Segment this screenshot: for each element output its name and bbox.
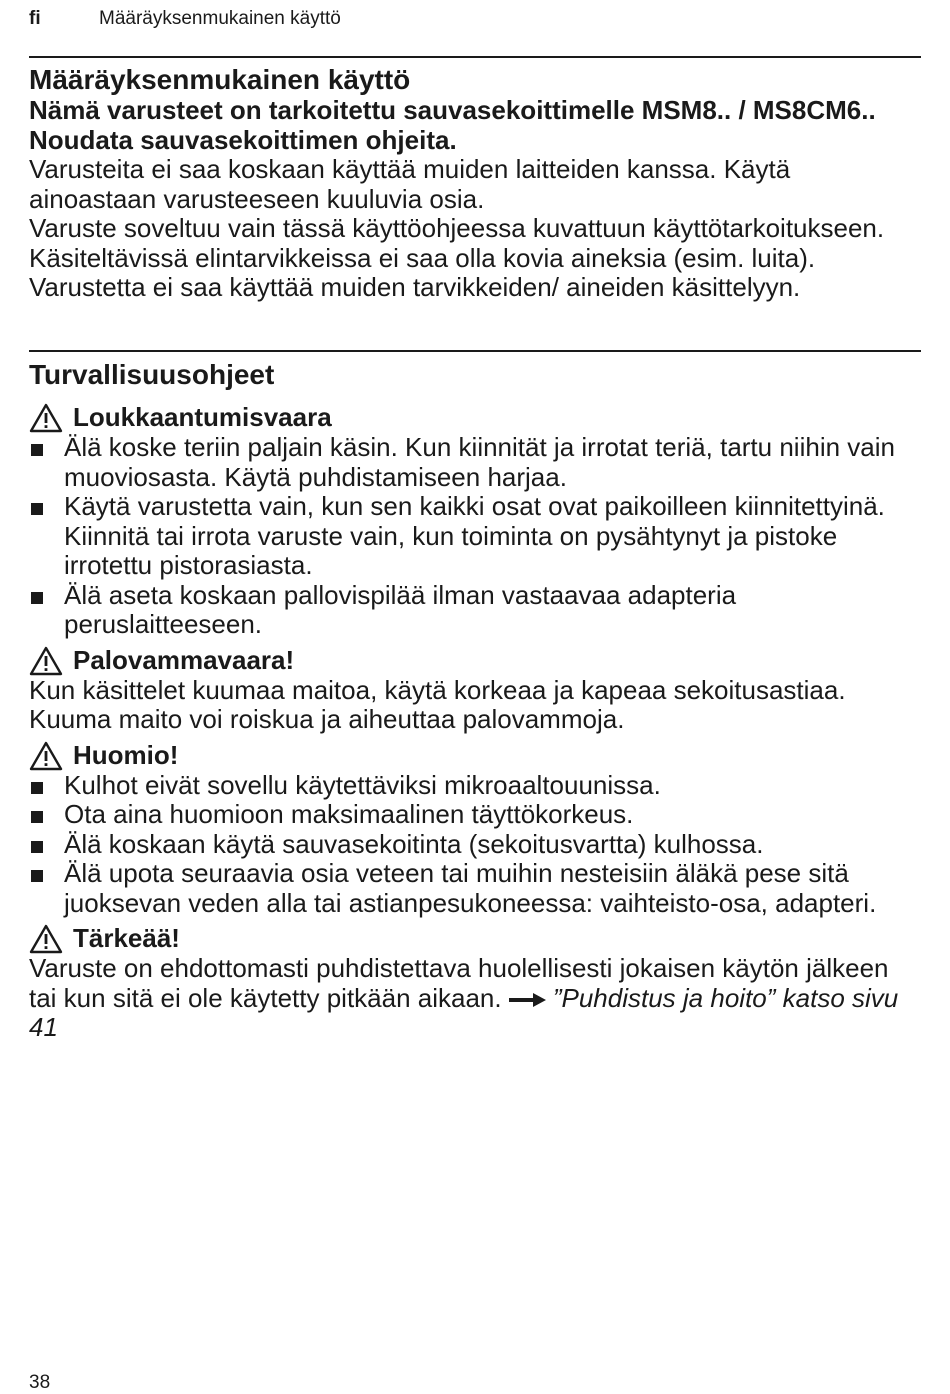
divider: [29, 350, 921, 352]
language-code: fi: [29, 8, 41, 29]
list-item: Älä aseta koskaan pallovispilää ilman vastaavaa adapteria peruslaitteeseen.: [29, 581, 918, 640]
warning-triangle-icon: [29, 741, 63, 771]
square-bullet-icon: [31, 841, 43, 853]
list-item: Kulhot eivät sovellu käytettäviksi mikroaaltouunissa.: [29, 771, 918, 801]
burn-warning-text: Kun käsittelet kuumaa maitoa, käytä korkeaa ja kapeaa sekoitusastiaa. Kuuma maito voi roiskua ja aiheuttaa palovammoja.: [29, 674, 846, 734]
burn-warning-title: Palovammavaara!: [29, 646, 918, 676]
divider: [29, 56, 921, 58]
square-bullet-icon: [31, 592, 43, 604]
list-item: Älä upota seuraavia osia veteen tai muihin nesteisiin äläkä pese sitä juoksevan veden alla tai astianpesukoneessa: vaihteisto-osa, adapteri.: [29, 859, 918, 918]
intended-use-section: [29, 64, 918, 303]
list-item: Käytä varustetta vain, kun sen kaikki osat ovat paikoilleen kiinnitettyinä. Kiinnitä tai irrota varuste vain, kun toiminta on pysähtynyt ja pistoke irrotettu pistorasiasta.: [29, 492, 918, 581]
important-title: Tärkeää!: [29, 924, 918, 954]
list-item: Älä koskaan käytä sauvasekoitinta (sekoitusvartta) kulhossa.: [29, 830, 918, 860]
square-bullet-icon: [31, 444, 43, 456]
square-bullet-icon: [31, 870, 43, 882]
arrow-right-icon: [509, 992, 547, 1008]
caution-list: [29, 771, 918, 919]
safety-section: [29, 359, 918, 1043]
page-reference-link[interactable]: ”Puhdistus ja hoito” katso sivu 41: [29, 982, 899, 1042]
list-item: Älä koske teriin paljain käsin. Kun kiinnität ja irrotat teriä, tartu niihin vain muoviosasta. Käytä puhdistamiseen harjaa.: [29, 433, 918, 492]
list-item: Ota aina huomioon maksimaalinen täyttökorkeus.: [29, 800, 918, 830]
square-bullet-icon: [31, 503, 43, 515]
intended-use-paragraph-2: Varuste soveltuu vain tässä käyttöohjeessa kuvattuun käyttötarkoitukseen. Käsiteltävissä elintarvikkeissa ei saa olla kovia aineksia (esim. luita). Varustetta ei saa käyttää muiden tarvikkeiden/ aineiden käsittelyyn.: [29, 213, 885, 302]
section-heading: Turvallisuusohjeet: [29, 359, 275, 390]
injury-list: [29, 433, 918, 640]
caution-title: Huomio!: [29, 741, 918, 771]
warning-triangle-icon: [29, 924, 63, 954]
intended-use-paragraph-1: Varusteita ei saa koskaan käyttää muiden laitteiden kanssa. Käytä ainoastaan varusteeseen kuuluvia osia.: [29, 154, 791, 214]
page-number: 38: [29, 1372, 51, 1393]
square-bullet-icon: [31, 811, 43, 823]
intended-use-bold-text: Nämä varusteet on tarkoitettu sauvasekoittimelle MSM8.. / MS8CM6.. Noudata sauvasekoittimen ohjeita.: [29, 95, 876, 155]
page-header: [29, 8, 921, 32]
important-text: Varuste on ehdottomasti puhdistettava huolellisesti jokaisen käytön jälkeen tai kun sitä ei ole käytetty pitkään aikaan. ”Puhdistus ja hoito” katso sivu 41: [29, 953, 899, 1042]
warning-triangle-icon: [29, 403, 63, 433]
square-bullet-icon: [31, 782, 43, 794]
warning-triangle-icon: [29, 646, 63, 676]
injury-warning-title: Loukkaantumisvaara: [29, 403, 918, 433]
section-heading: Määräyksenmukainen käyttö: [29, 64, 411, 95]
running-title: Määräyksenmukainen käyttö: [99, 8, 341, 29]
